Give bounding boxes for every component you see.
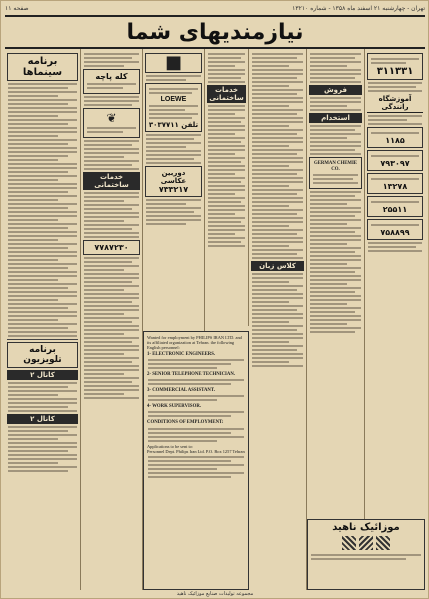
column-right: [365, 49, 425, 590]
right-ad-box-2: [367, 150, 423, 171]
right-ad-box-5: [367, 219, 423, 240]
tv-channel-1: کانال ۲: [7, 370, 78, 380]
page-number: صفحه ۱۱: [5, 5, 29, 12]
map-icon: ■: [164, 52, 182, 73]
ad-phone-box: [83, 240, 140, 255]
english-ad: [143, 331, 249, 590]
tv-box: [7, 342, 78, 368]
column-5: [249, 49, 307, 590]
right-ad-box-4: [367, 196, 423, 217]
column-2: [81, 49, 143, 590]
right-top-ad: [367, 53, 423, 80]
col4-header: خدمات ساختمانی: [207, 85, 246, 103]
english-ad-address: Personnel Dept. Philips Iran Ltd. P.O. Box 1257 Tehran: [147, 448, 245, 454]
right-top-phone: ۳۱۱۳۳۱: [376, 66, 414, 77]
ad-kalepache: [83, 69, 140, 94]
col5-class-header: کلاس زبان: [251, 261, 304, 271]
dateline: تهران - چهارشنبه ۲۱ اسفند ماه ۱۳۵۸ - شماره ۱۳۲۱۰: [292, 5, 425, 12]
col6-sale-header: فروش: [309, 85, 362, 95]
right-phone-5: ۷۵۸۸۹۹: [380, 228, 410, 237]
mosaic-pattern: [310, 536, 422, 550]
english-ad-item-2: 2- SENIOR TELEPHONE TECHNICIAN.: [147, 371, 236, 377]
chicken-icon: ❦: [106, 111, 117, 125]
right-phone-1: ۱۱۸۵: [385, 136, 405, 145]
mosaic-ad-title: موزائیک ناهید: [332, 522, 400, 533]
page-footer: مجموعه تولیدات صنایع موزائیک ناهید: [176, 591, 254, 597]
ad-kalepache-title: کله پاچه: [95, 72, 128, 81]
right-ad-box-3: [367, 173, 423, 194]
right-ad-1-title: آموزشگاه رانندگی: [367, 94, 423, 113]
ad-camera-title: دوربین عکاسی: [160, 169, 187, 185]
english-ad-intro: Wanted for employment by PHILIPS IRAN LTD. and its affiliated organization at Tehran. the following English personnel:: [147, 335, 242, 351]
english-ad-conditions: CONDITIONS OF EMPLOYMENT:: [147, 420, 224, 426]
mosaic-ad: [307, 519, 425, 590]
ad-camera: [145, 166, 202, 197]
header-strip: [5, 4, 425, 13]
ad-loewe-brand: LOEWE: [160, 96, 187, 103]
masthead: [5, 15, 425, 49]
english-ad-apply: Applications to be sent to:: [147, 443, 194, 449]
col6-employ-header: استخدام: [309, 113, 362, 123]
col6-german-box: [309, 157, 362, 189]
masthead-title: نیازمندیهای شما: [126, 19, 304, 45]
ad-loewe: [145, 83, 202, 132]
ad-construction-header: خدمات ساختمانی: [83, 172, 140, 190]
cinema-title: برنامه سینماها: [22, 56, 63, 78]
ad-camera-phone: ۷۳۳۲۱۷: [158, 185, 189, 194]
cinema-box: [7, 53, 78, 81]
column-4: [205, 49, 249, 326]
ad-loewe-phone: تلفن ۳۰۳۷۷۱۱: [148, 121, 199, 129]
right-phone-4: ۲۵۵۱۱: [382, 205, 408, 214]
english-ad-item-1: 1- ELECTRONIC ENGINEERS.: [147, 351, 216, 357]
ad-chicken: [83, 108, 140, 138]
column-cinema: [5, 49, 81, 590]
right-phone-3: ۱۳۲۷۸: [382, 182, 408, 191]
right-ad-box-1: [367, 127, 423, 148]
cinema-listings: [7, 83, 78, 337]
tv-channel-2: کانال ۲: [7, 414, 78, 424]
ad-map: [145, 53, 202, 73]
column-6: [307, 49, 365, 590]
ad-phone: ۷۷۸۷۲۳۰: [94, 243, 129, 252]
col6-german-text: GERMAN CHEMIE CO.: [313, 161, 358, 173]
tv-title: برنامه تلویزیون: [23, 345, 62, 365]
english-ad-item-3: 3- COMMERCIAL ASSISTANT.: [147, 388, 215, 394]
english-ad-item-4: 4- WORK SUPERVISOR.: [147, 404, 201, 410]
right-phone-2: ۷۹۳۰۹۷: [380, 159, 410, 168]
